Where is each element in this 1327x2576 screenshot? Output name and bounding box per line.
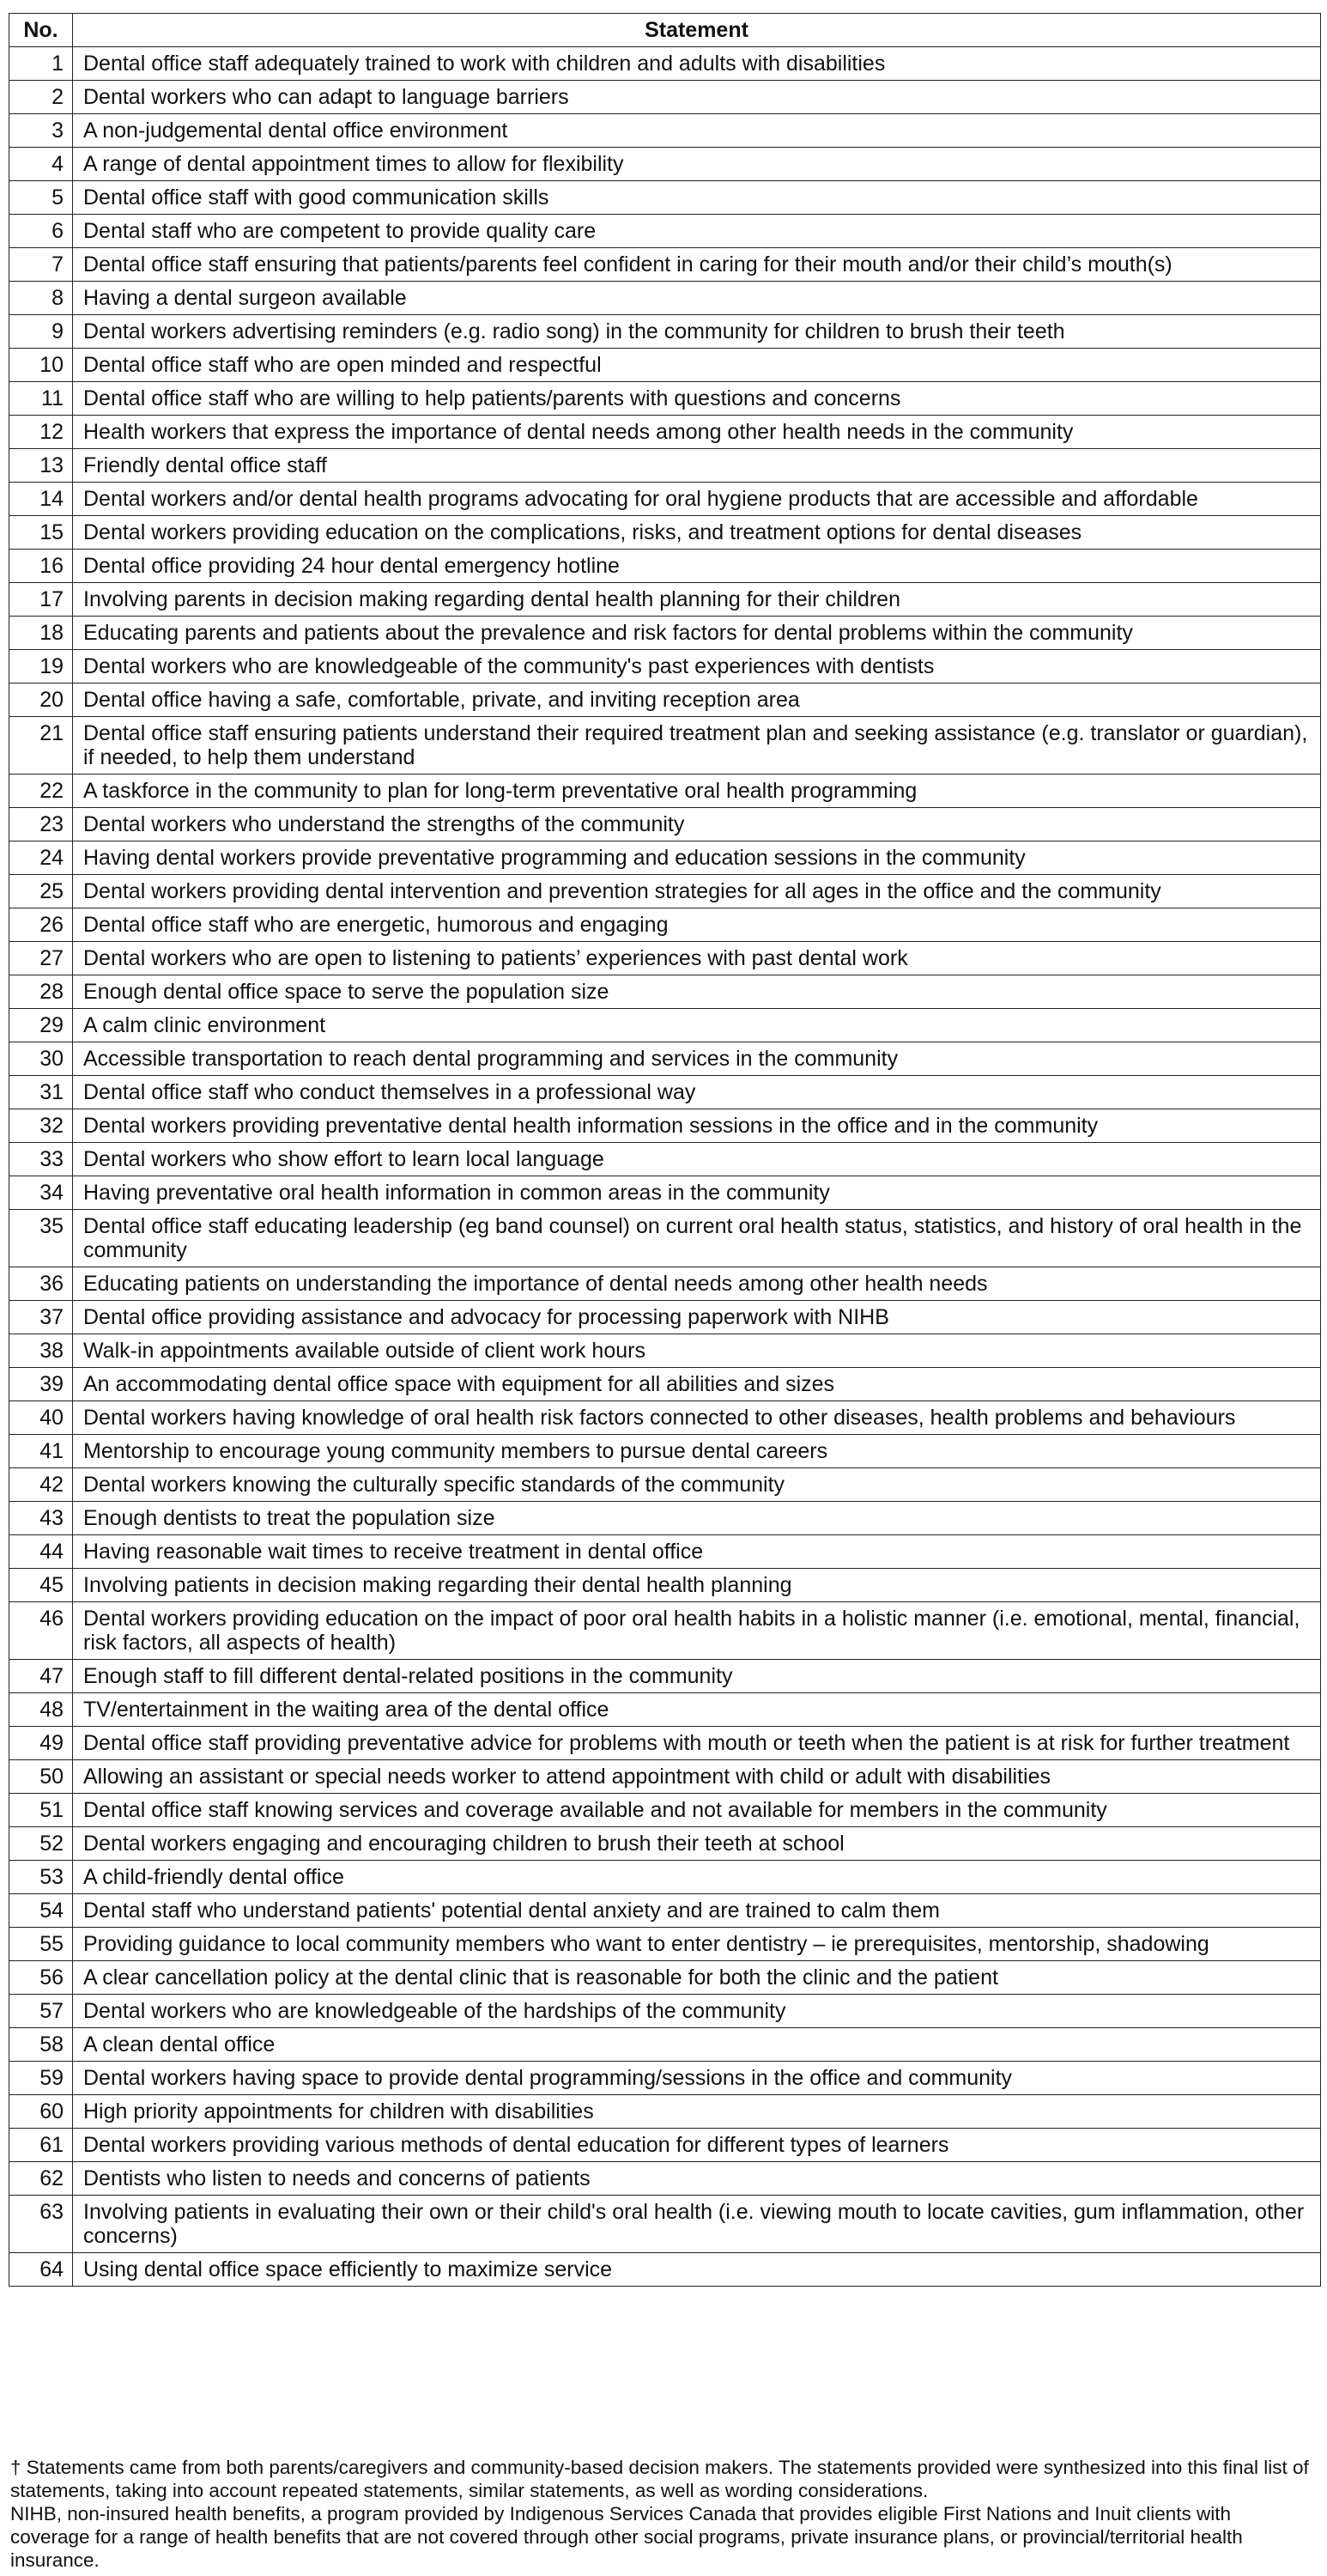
table-row [9,1334,1321,1368]
row-number: 30 [9,1042,73,1076]
table-row [9,2162,1321,2196]
row-number: 31 [9,1076,73,1109]
row-statement: Dental office staff adequately trained to work with children and adults with disabilities [73,47,1321,81]
table-row [9,282,1321,315]
table-row [9,1267,1321,1301]
row-statement: Friendly dental office staff [73,449,1321,483]
row-number: 15 [9,516,73,550]
row-number: 16 [9,550,73,583]
row-statement: Involving parents in decision making regarding dental health planning for their children [73,583,1321,617]
row-statement: High priority appointments for children with disabilities [73,2095,1321,2129]
row-statement: Dentists who listen to needs and concerns of patients [73,2162,1321,2196]
row-statement: Having dental workers provide preventative programming and education sessions in the community [73,841,1321,875]
row-statement: Dental workers having space to provide dental programming/sessions in the office and community [73,2062,1321,2095]
table-row [9,382,1321,416]
table-row [9,1210,1321,1267]
table-row [9,717,1321,775]
table-row [9,1760,1321,1794]
table-row [9,650,1321,683]
table-row [9,114,1321,148]
header-no: No. [9,14,73,47]
row-statement: Walk-in appointments available outside of client work hours [73,1334,1321,1368]
row-statement: Dental staff who understand patients' potential dental anxiety and are trained to calm them [73,1894,1321,1928]
table-row [9,1894,1321,1928]
table-row [9,449,1321,483]
row-statement: Dental office staff who are energetic, humorous and engaging [73,908,1321,942]
row-statement: Providing guidance to local community members who want to enter dentistry – ie prerequisites, mentorship, shadowing [73,1928,1321,1961]
row-statement: Accessible transportation to reach dental programming and services in the community [73,1042,1321,1076]
table-row [9,1435,1321,1468]
header-statement: Statement [73,14,1321,47]
table-row [9,1109,1321,1143]
row-statement: Dental office staff ensuring that patients/parents feel confident in caring for their mouth and/or their child’s mouth(s) [73,248,1321,282]
row-statement: Having a dental surgeon available [73,282,1321,315]
table-row [9,1660,1321,1693]
table-row [9,942,1321,975]
row-number: 57 [9,1995,73,2028]
table-row [9,1143,1321,1176]
table-row [9,1827,1321,1861]
row-number: 61 [9,2129,73,2162]
row-number: 33 [9,1143,73,1176]
table-row [9,908,1321,942]
row-statement: Dental office staff who are willing to help patients/parents with questions and concerns [73,382,1321,416]
row-statement: Dental workers providing dental intervention and prevention strategies for all ages in the office and the community [73,875,1321,908]
row-statement: Dental office staff ensuring patients understand their required treatment plan and seeking assistance (e.g. translator or guardian), if needed, to help them understand [73,717,1321,775]
row-statement: Dental office having a safe, comfortable, private, and inviting reception area [73,683,1321,717]
table-row [9,1693,1321,1727]
row-number: 18 [9,617,73,650]
table-row [9,2129,1321,2162]
row-statement: Dental office staff knowing services and coverage available and not available for members in the community [73,1794,1321,1827]
row-number: 29 [9,1009,73,1042]
table-row [9,1076,1321,1109]
row-number: 35 [9,1210,73,1267]
row-number: 41 [9,1435,73,1468]
table-row [9,1794,1321,1827]
table-row [9,315,1321,349]
row-number: 25 [9,875,73,908]
table-footnotes [10,2456,1315,2572]
row-number: 59 [9,2062,73,2095]
row-statement: Enough staff to fill different dental-related positions in the community [73,1660,1321,1693]
table-row [9,2253,1321,2287]
row-statement: A taskforce in the community to plan for long-term preventative oral health programming [73,775,1321,808]
row-number: 63 [9,2196,73,2253]
row-statement: Dental workers engaging and encouraging children to brush their teeth at school [73,1827,1321,1861]
row-number: 52 [9,1827,73,1861]
table-row [9,2028,1321,2062]
row-statement: Dental workers having knowledge of oral health risk factors connected to other diseases, health problems and behaviours [73,1401,1321,1435]
table-row [9,841,1321,875]
table-row [9,683,1321,717]
row-statement: Dental workers and/or dental health programs advocating for oral hygiene products that are accessible and affordable [73,483,1321,516]
table-row [9,516,1321,550]
table-row [9,1401,1321,1435]
table-row [9,1602,1321,1660]
row-number: 46 [9,1602,73,1660]
row-statement: A clear cancellation policy at the dental clinic that is reasonable for both the clinic and the patient [73,1961,1321,1995]
row-number: 51 [9,1794,73,1827]
row-number: 20 [9,683,73,717]
row-statement: A child-friendly dental office [73,1861,1321,1894]
row-number: 13 [9,449,73,483]
table-row [9,1502,1321,1535]
row-number: 27 [9,942,73,975]
row-number: 60 [9,2095,73,2129]
table-row [9,483,1321,516]
row-statement: Mentorship to encourage young community members to pursue dental careers [73,1435,1321,1468]
row-number: 55 [9,1928,73,1961]
table-row [9,2062,1321,2095]
table-row [9,81,1321,114]
row-statement: Dental workers who show effort to learn local language [73,1143,1321,1176]
table-row [9,1301,1321,1334]
table-row [9,2095,1321,2129]
table-header-row [9,14,1321,47]
row-statement: Dental office staff with good communication skills [73,181,1321,215]
row-number: 45 [9,1569,73,1602]
row-number: 58 [9,2028,73,2062]
row-number: 6 [9,215,73,248]
table-row [9,349,1321,382]
row-statement: Dental staff who are competent to provide quality care [73,215,1321,248]
table-row [9,47,1321,81]
table-row [9,2196,1321,2253]
footnote-nihb: NIHB, non-insured health benefits, a program provided by Indigenous Services Canada that provides eligible First Nations and Inuit clients with coverage for a range of health benefits that are not covered through other social programs, private insurance plans, or provincial/territorial health insurance. [10,2503,1243,2571]
row-number: 22 [9,775,73,808]
row-number: 9 [9,315,73,349]
row-statement: Educating parents and patients about the prevalence and risk factors for dental problems within the community [73,617,1321,650]
row-number: 36 [9,1267,73,1301]
row-number: 49 [9,1727,73,1760]
row-statement: Dental office providing 24 hour dental emergency hotline [73,550,1321,583]
table-row [9,1569,1321,1602]
row-number: 38 [9,1334,73,1368]
table-row [9,416,1321,449]
row-statement: Dental workers knowing the culturally specific standards of the community [73,1468,1321,1502]
row-number: 28 [9,975,73,1009]
row-statement: Dental workers providing preventative dental health information sessions in the office and in the community [73,1109,1321,1143]
row-number: 32 [9,1109,73,1143]
row-number: 37 [9,1301,73,1334]
table-row [9,1368,1321,1401]
row-statement: Dental workers providing education on the impact of poor oral health habits in a holistic manner (i.e. emotional, mental, financial, risk factors, all aspects of health) [73,1602,1321,1660]
row-number: 24 [9,841,73,875]
row-statement: Dental workers providing education on the complications, risks, and treatment options for dental diseases [73,516,1321,550]
row-number: 34 [9,1176,73,1210]
row-number: 21 [9,717,73,775]
row-statement: Involving patients in evaluating their own or their child's oral health (i.e. viewing mouth to locate cavities, gum inflammation, other concerns) [73,2196,1321,2253]
row-number: 26 [9,908,73,942]
row-statement: Dental office staff who are open minded and respectful [73,349,1321,382]
row-statement: Dental office staff educating leadership (eg band counsel) on current oral health status, statistics, and history of oral health in the community [73,1210,1321,1267]
table-row [9,875,1321,908]
table-row [9,181,1321,215]
row-statement: Dental workers who are knowledgeable of the hardships of the community [73,1995,1321,2028]
table-row [9,1042,1321,1076]
table-row [9,1009,1321,1042]
table-row [9,808,1321,841]
table-row [9,550,1321,583]
row-statement: Dental workers who are open to listening to patients’ experiences with past dental work [73,942,1321,975]
row-number: 54 [9,1894,73,1928]
row-statement: Dental workers who can adapt to language barriers [73,81,1321,114]
row-statement: Enough dentists to treat the population size [73,1502,1321,1535]
table-body [9,47,1321,2287]
row-statement: Having preventative oral health information in common areas in the community [73,1176,1321,1210]
row-number: 40 [9,1401,73,1435]
row-statement: Enough dental office space to serve the population size [73,975,1321,1009]
table-row [9,1535,1321,1569]
row-statement: Dental office staff providing preventative advice for problems with mouth or teeth when the patient is at risk for further treatment [73,1727,1321,1760]
row-number: 10 [9,349,73,382]
table-row [9,617,1321,650]
row-statement: Dental workers who understand the strengths of the community [73,808,1321,841]
row-number: 56 [9,1961,73,1995]
row-statement: Allowing an assistant or special needs worker to attend appointment with child or adult with disabilities [73,1760,1321,1794]
row-statement: Dental workers providing various methods of dental education for different types of learners [73,2129,1321,2162]
table-row [9,1727,1321,1760]
row-number: 50 [9,1760,73,1794]
row-number: 47 [9,1660,73,1693]
row-number: 17 [9,583,73,617]
table-row [9,215,1321,248]
row-statement: A clean dental office [73,2028,1321,2062]
table-row [9,1995,1321,2028]
row-number: 44 [9,1535,73,1569]
row-number: 43 [9,1502,73,1535]
row-number: 1 [9,47,73,81]
row-statement: Health workers that express the importance of dental needs among other health needs in the community [73,416,1321,449]
table-row [9,1961,1321,1995]
row-number: 62 [9,2162,73,2196]
footnote-dagger: † Statements came from both parents/caregivers and community-based decision makers. The statements provided were synthesized into this final list of statements, taking into account repeated statements, similar statements, as well as wording considerations. [10,2457,1309,2501]
table-row [9,1928,1321,1961]
row-statement: Dental workers advertising reminders (e.g. radio song) in the community for children to brush their teeth [73,315,1321,349]
row-number: 64 [9,2253,73,2287]
row-number: 23 [9,808,73,841]
row-number: 42 [9,1468,73,1502]
table-row [9,583,1321,617]
row-statement: A calm clinic environment [73,1009,1321,1042]
statements-table [9,13,1321,2287]
row-number: 12 [9,416,73,449]
row-number: 2 [9,81,73,114]
row-number: 53 [9,1861,73,1894]
row-statement: Dental office providing assistance and advocacy for processing paperwork with NIHB [73,1301,1321,1334]
row-statement: A range of dental appointment times to allow for flexibility [73,148,1321,181]
row-number: 4 [9,148,73,181]
row-number: 48 [9,1693,73,1727]
table-row [9,148,1321,181]
row-statement: Dental office staff who conduct themselves in a professional way [73,1076,1321,1109]
table-row [9,248,1321,282]
row-statement: Using dental office space efficiently to maximize service [73,2253,1321,2287]
row-number: 7 [9,248,73,282]
row-number: 8 [9,282,73,315]
row-statement: Dental workers who are knowledgeable of the community's past experiences with dentists [73,650,1321,683]
row-statement: An accommodating dental office space with equipment for all abilities and sizes [73,1368,1321,1401]
row-statement: Having reasonable wait times to receive treatment in dental office [73,1535,1321,1569]
row-number: 3 [9,114,73,148]
row-statement: TV/entertainment in the waiting area of the dental office [73,1693,1321,1727]
row-number: 11 [9,382,73,416]
table-row [9,1468,1321,1502]
row-number: 14 [9,483,73,516]
table-row [9,1861,1321,1894]
row-number: 5 [9,181,73,215]
row-statement: A non-judgemental dental office environment [73,114,1321,148]
row-number: 39 [9,1368,73,1401]
table-row [9,1176,1321,1210]
row-statement: Involving patients in decision making regarding their dental health planning [73,1569,1321,1602]
row-number: 19 [9,650,73,683]
table-row [9,775,1321,808]
table-row [9,975,1321,1009]
row-statement: Educating patients on understanding the importance of dental needs among other health needs [73,1267,1321,1301]
